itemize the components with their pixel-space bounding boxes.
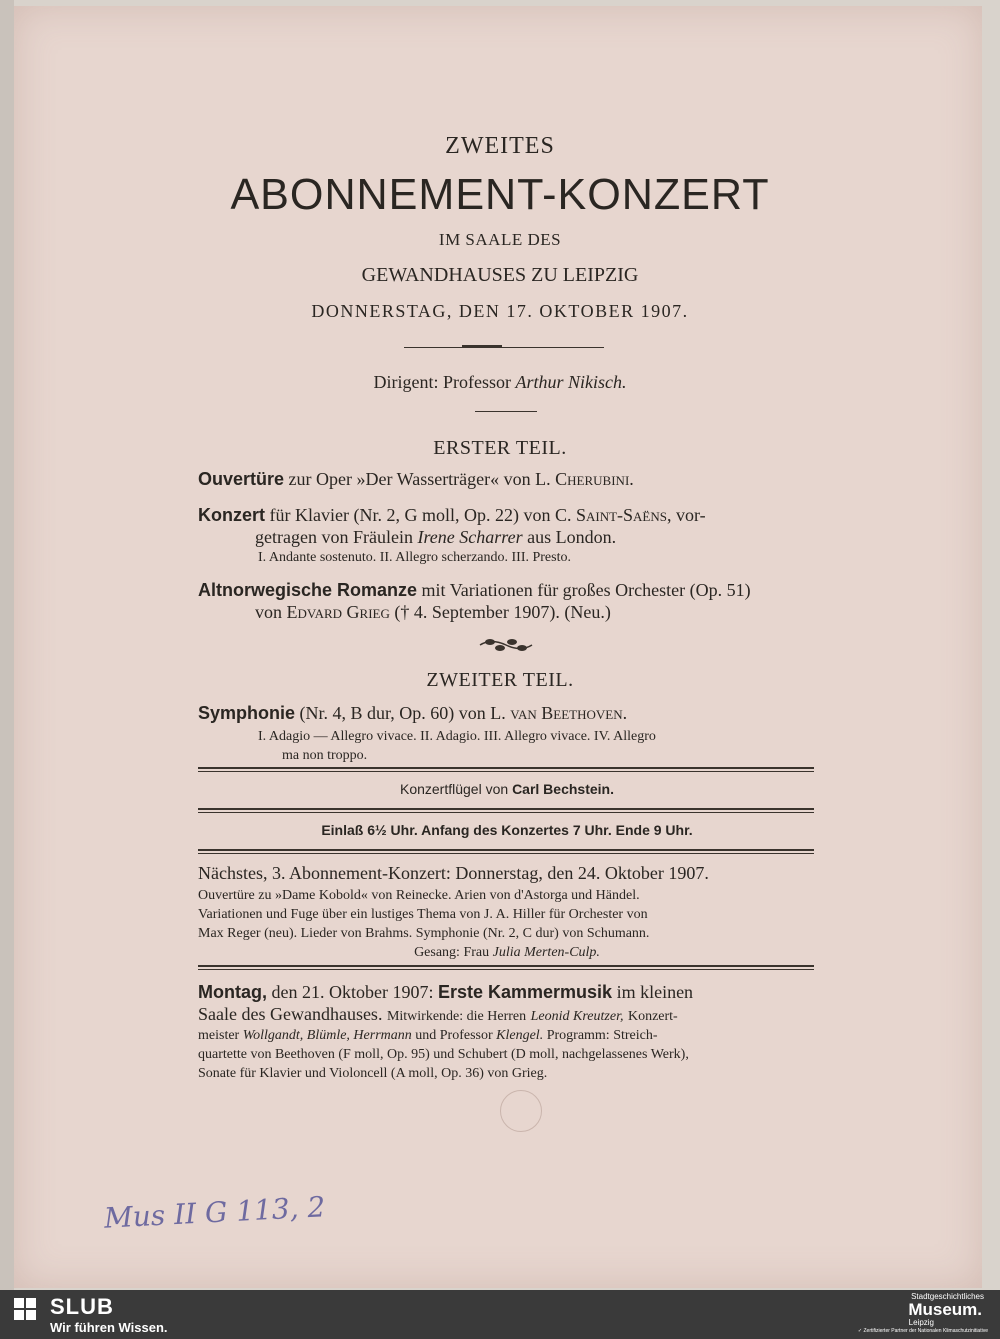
konzertfluegel-prefix: Konzertflügel von: [399, 781, 509, 797]
item-text: zur Oper »Der Wasserträger« von L.: [288, 469, 551, 489]
museum-certification: ✓ Zertifizierter Partner der Nationalen Klimaschutzinitiative: [857, 1328, 988, 1334]
handwritten-shelfmark: Mus II G 113, 2: [103, 1190, 327, 1235]
divider: [198, 965, 814, 967]
next-concert: [198, 862, 816, 962]
km-text: quartette von Beethoven (F moll, Op. 95) und Schubert (D moll, nachgelassenes Werk),: [198, 1047, 689, 1062]
ornament-rule: [404, 347, 604, 348]
kammermusik-announcement: [198, 981, 816, 1083]
konzertfluegel-line: [198, 781, 816, 797]
dirigent-name: Arthur Nikisch.: [515, 372, 627, 392]
item-text: († 4. September 1907). (Neu.): [394, 602, 611, 622]
program-item-symphonie: [198, 702, 816, 765]
item-movements: I. Andante sostenuto. II. Allegro scherzando. III. Presto.: [258, 550, 571, 565]
item-text: getragen von Fräulein: [255, 527, 413, 547]
dirigent-line: [0, 372, 1000, 393]
item-movements-cont: ma non troppo.: [282, 748, 368, 763]
program-item-romanze: [198, 579, 816, 623]
footer-bar: [0, 1290, 1000, 1339]
km-text: Konzert-: [627, 1009, 678, 1024]
item-composer: Cherubini.: [555, 469, 634, 489]
ornament-rule-center: [462, 345, 502, 348]
item-title: Konzert: [198, 505, 265, 525]
km-text: meister: [198, 1028, 240, 1043]
floral-ornament-icon: [476, 636, 536, 654]
next-concert-gesang: [198, 943, 816, 962]
next-concert-line: Variationen und Fuge über ein lustiges Thema von J. A. Hiller für Orchester von: [198, 907, 648, 922]
gesang-singer: Julia Merten-Culp.: [492, 945, 600, 960]
museum-city: Leipzig: [908, 1318, 934, 1327]
item-text: mit Variationen für großes Orchester (Op. 51): [421, 580, 751, 600]
dirigent-prefix: Dirigent: Professor: [373, 372, 511, 392]
einlass-line: Einlaß 6½ Uhr. Anfang des Konzertes 7 Uhr. Ende 9 Uhr.: [321, 822, 693, 838]
km-performers: Wollgandt, Blümle, Herrmann: [242, 1028, 412, 1043]
header-zweites: ZWEITES: [445, 133, 555, 159]
program-item-konzert: [198, 504, 816, 567]
km-text: und Professor: [415, 1028, 493, 1043]
divider: [198, 853, 814, 854]
km-text: Sonate für Klavier und Violoncell (A moll, Op. 36) von Grieg.: [198, 1066, 548, 1081]
short-rule: [475, 411, 537, 412]
item-composer: van Beethoven.: [510, 703, 628, 723]
next-concert-line: Max Reger (neu). Lieder von Brahms. Symphonie (Nr. 2, C dur) von Schumann.: [198, 926, 650, 941]
item-text: vor-: [675, 505, 706, 525]
header-gewandhaus: GEWANDHAUSES ZU LEIPZIG: [361, 264, 639, 286]
km-text: Mitwirkende: die Herren: [386, 1009, 527, 1024]
item-soloist: Irene Scharrer: [417, 527, 523, 547]
km-title: Erste Kammermusik: [437, 982, 613, 1002]
header-title: ABONNEMENT-KONZERT: [230, 170, 770, 219]
item-text: (Nr. 4, B dur, Op. 60) von L.: [299, 703, 506, 723]
next-concert-line: Ouvertüre zu »Dame Kobold« von Reinecke. Arien von d'Astorga und Händel.: [198, 888, 640, 903]
erster-teil-heading: ERSTER TEIL.: [433, 437, 567, 459]
km-text: den 21. Oktober 1907:: [271, 982, 434, 1002]
item-movements: I. Adagio — Allegro vivace. II. Adagio. III. Allegro vivace. IV. Allegro: [258, 729, 656, 744]
slub-tagline: Wir führen Wissen.: [50, 1320, 168, 1335]
item-title: Altnorwegische Romanze: [198, 580, 418, 600]
item-title: Ouvertüre: [198, 469, 285, 489]
km-text: Programm: Streich-: [546, 1028, 658, 1043]
km-text: im kleinen: [616, 982, 694, 1002]
konzertfluegel-maker: Carl Bechstein.: [512, 781, 614, 797]
divider: [198, 771, 814, 772]
km-text: Saale des Gewandhauses.: [198, 1004, 383, 1024]
item-composer: Saint-Saëns,: [575, 505, 672, 525]
museum-name[interactable]: Museum.: [908, 1300, 982, 1319]
km-performer: Klengel.: [496, 1028, 544, 1043]
km-performer: Leonid Kreutzer,: [530, 1009, 624, 1024]
divider: [198, 969, 814, 970]
item-text: für Klavier (Nr. 2, G moll, Op. 22) von C.: [269, 505, 572, 525]
embossed-stamp: [500, 1090, 542, 1132]
km-day: Montag,: [198, 982, 267, 1002]
program-item-ouverture: [198, 468, 816, 490]
gesang-prefix: Gesang: Frau: [414, 945, 490, 960]
divider: [198, 808, 814, 810]
item-title: Symphonie: [198, 703, 296, 723]
item-text: aus London.: [527, 527, 617, 547]
next-concert-title: Nächstes, 3. Abonnement-Konzert: Donnerstag, den 24. Oktober 1907.: [198, 863, 709, 883]
divider: [198, 767, 814, 769]
item-text: von: [255, 602, 282, 622]
header-date: DONNERSTAG, DEN 17. OKTOBER 1907.: [311, 301, 689, 321]
item-composer: Edvard Grieg: [286, 602, 390, 622]
slub-logo-icon: [12, 1296, 38, 1322]
slub-name[interactable]: SLUB: [50, 1294, 114, 1319]
museum-label: Stadtgeschichtliches: [911, 1292, 984, 1301]
divider: [198, 812, 814, 813]
zweiter-teil-heading: ZWEITER TEIL.: [426, 669, 574, 691]
header-saale: IM SAALE DES: [438, 230, 562, 249]
divider: [198, 849, 814, 851]
